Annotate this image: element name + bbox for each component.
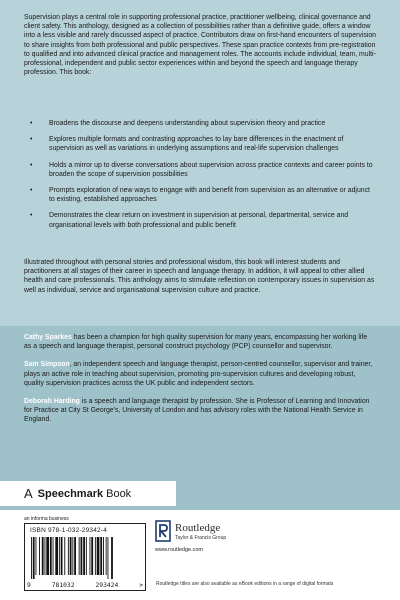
author-bio xyxy=(24,333,376,351)
barcode-bar xyxy=(31,537,32,579)
barcode-bar xyxy=(55,537,58,575)
feature-item: • Prompts exploration of new ways to engage with and benefit from supervision as an alternative or adjunct to existing, established approaches xyxy=(24,186,376,204)
feature-item: • Holds a mirror up to diverse conversations about supervision across practice contexts and career points to broaden the scope of supervision possibilities xyxy=(24,161,376,179)
ebook-note: Routledge titles are also available as eBook editions in a range of digital formats xyxy=(156,581,334,587)
barcode-digit-group: 781032 xyxy=(51,582,75,589)
barcode-bar xyxy=(70,537,72,575)
barcode-bar xyxy=(46,537,49,575)
barcode-bar xyxy=(39,537,40,575)
barcode-bar xyxy=(90,537,91,575)
barcode-bar xyxy=(59,537,60,575)
series-brand: Speechmark xyxy=(37,487,104,500)
barcode-bar xyxy=(83,537,85,575)
barcode-bar xyxy=(97,537,100,575)
author-name: Sam Simpson xyxy=(24,361,70,369)
barcode-bar xyxy=(91,537,93,575)
barcode-bar xyxy=(95,537,96,575)
author-bio-text: , an independent speech and language therapist, person-centred counsellor, supervisor and trainer, plays an active role in teaching about supervision, promoting pro-supervision cultures and developing robust, quality supervision practices across the UK public and independent sectors. xyxy=(24,361,373,387)
routledge-logo-icon xyxy=(155,520,171,542)
barcode-bars xyxy=(29,537,141,579)
author-bio-text: is a speech and language therapist by profession. She is Professor of Learning and Innovation for Practice at City St George’s, University of London and has advisory roles with the National Health Service in England. xyxy=(24,398,370,424)
barcode-bar xyxy=(53,537,54,575)
barcode-bar xyxy=(68,537,69,575)
barcode-bar xyxy=(61,537,63,575)
author-bios xyxy=(24,333,376,434)
barcode-bar xyxy=(100,537,102,575)
barcode-bar xyxy=(111,537,113,579)
isbn-barcode xyxy=(24,523,146,591)
feature-item: • Broadens the discourse and deepens understanding about supervision theory and practice xyxy=(24,119,376,128)
barcode-bar xyxy=(33,537,35,579)
barcode-bar xyxy=(108,537,109,579)
publisher-strip xyxy=(0,510,400,600)
series-prefix: A xyxy=(24,486,33,501)
publisher-name: Routledge xyxy=(175,522,221,534)
barcode-bar xyxy=(50,537,52,575)
barcode-digit-group: > xyxy=(139,582,143,589)
barcode-bar xyxy=(79,537,80,575)
isbn-label: ISBN 978-1-032-29342-4 xyxy=(30,527,108,534)
blurb-outro: Illustrated throughout with personal stories and professional wisdom, this book will interest students and practitioners at all stages of their career in speech and language therapy. In addition, it will appeal to other allied health and care professionals. This anthology aims to stimulate reflection on contemporary issues in supervision as well as individual, service and organisational supervision culture and practice. xyxy=(24,259,375,294)
series-suffix: Book xyxy=(106,487,132,500)
series-logo xyxy=(0,481,176,506)
barcode-bar xyxy=(45,537,46,575)
barcode-bar xyxy=(64,537,65,575)
barcode-bar xyxy=(103,537,104,575)
barcode-digits xyxy=(27,582,143,589)
barcode-digit-group: 293424 xyxy=(95,582,119,589)
author-bio xyxy=(24,360,376,388)
publisher-group: Taylor & Francis Group xyxy=(175,535,227,541)
feature-item: • Explores multiple formats and contrasting approaches to lay bare differences in the enactment of supervision as well as variations in underlying assumptions and real-life supervision challenges xyxy=(24,135,376,153)
publisher-url[interactable]: www.routledge.com xyxy=(155,547,203,553)
author-name: Cathy Sparkes xyxy=(24,334,72,341)
feature-item: • Demonstrates the clear return on investment in supervision at personal, departmental, service and organisational levels with both professional and public benefit xyxy=(24,211,376,229)
barcode-bar xyxy=(86,537,87,575)
barcode-bar xyxy=(72,537,73,575)
barcode-bar xyxy=(42,537,44,575)
barcode-bar xyxy=(74,537,76,575)
blurb-intro: Supervision plays a central role in supporting professional practice, practitioner wellbeing, clinical governance and client safety. This anthology, designed as a collection of possibilities rather than a definitive guide, offers a window into a less visible and rarely discussed aspect of practice. Contributors draw on first-hand encounters of supervision to share insights from both professional and public perspectives. These span practice contexts from pre-registration to qualified and into advanced clinical practice and management roles. The accounts include individual, team, multi-professional, independent and public sector experiences within and beyond the speech and language therapy profession. This book: xyxy=(24,14,376,77)
barcode-digit-group: 9 xyxy=(27,582,31,589)
barcode-bar xyxy=(36,537,37,575)
author-bio xyxy=(24,397,376,425)
author-bio-text: has been a champion for high quality supervision for many years, encompassing her working life as a speech and language therapist, personal construct psychology (PCP) counsellor and supervisor. xyxy=(24,334,368,351)
author-name: Deborah Harding xyxy=(24,398,80,406)
informa-tagline: an informa business xyxy=(24,516,69,522)
barcode-bar xyxy=(81,537,83,575)
feature-list xyxy=(24,119,376,237)
barcode-bar xyxy=(106,537,107,575)
